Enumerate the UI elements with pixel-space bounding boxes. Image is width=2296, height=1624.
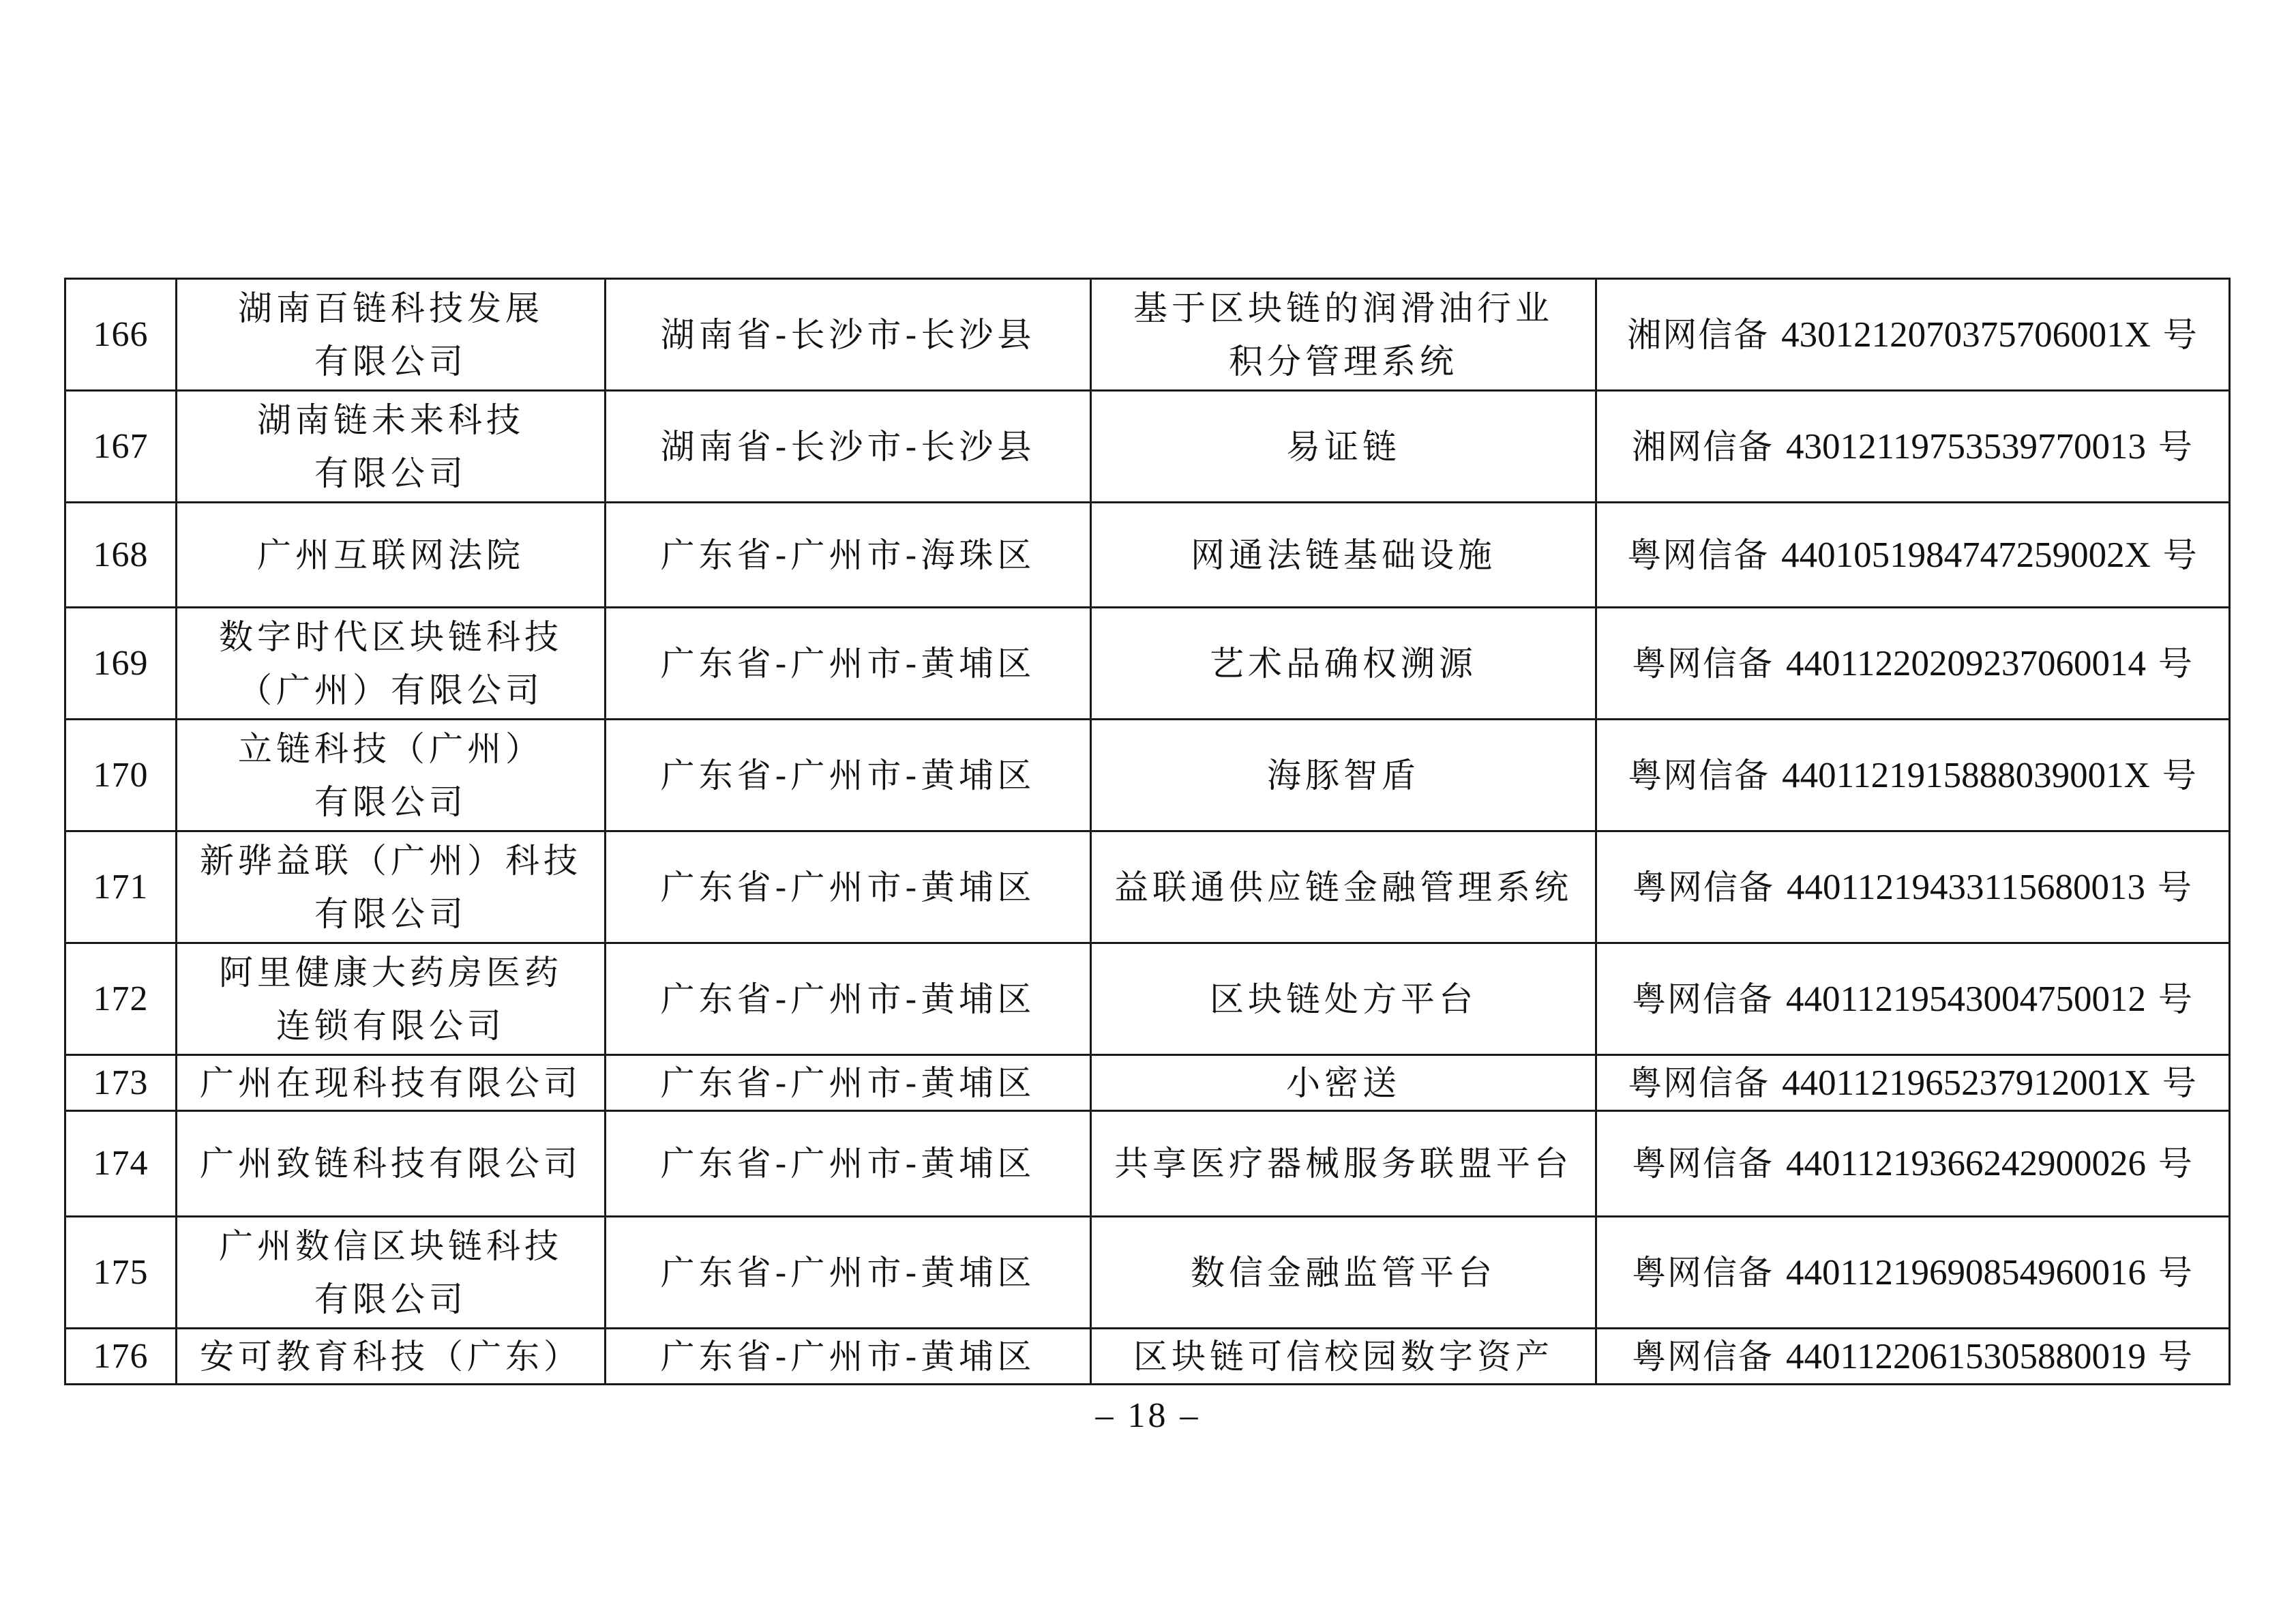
table-row [65,503,2230,608]
registration-number: 粤网信备 44011219690854960016 号 [1596,1217,2230,1329]
service-name: 小密送 [1091,1055,1596,1111]
row-number: 176 [65,1329,177,1385]
location: 广东省-广州市-黄埔区 [606,608,1091,720]
location: 广东省-广州市-黄埔区 [606,1055,1091,1111]
company-name: 广州致链科技有限公司 [177,1111,606,1217]
service-name: 网通法链基础设施 [1091,503,1596,608]
service-name: 共享医疗器械服务联盟平台 [1091,1111,1596,1217]
company-name: 湖南链未来科技 有限公司 [177,391,606,503]
company-name: 数字时代区块链科技 （广州）有限公司 [177,608,606,720]
registration-number: 粤网信备 44011219543004750012 号 [1596,943,2230,1055]
company-name: 广州互联网法院 [177,503,606,608]
company-name: 广州在现科技有限公司 [177,1055,606,1111]
company-name: 湖南百链科技发展 有限公司 [177,279,606,391]
service-name: 数信金融监管平台 [1091,1217,1596,1329]
company-name: 安可教育科技（广东） [177,1329,606,1385]
location: 广东省-广州市-黄埔区 [606,1329,1091,1385]
location: 广东省-广州市-黄埔区 [606,943,1091,1055]
service-name: 海豚智盾 [1091,720,1596,831]
table-row [65,1111,2230,1217]
location: 湖南省-长沙市-长沙县 [606,391,1091,503]
registration-number: 粤网信备 4401051984747259002X 号 [1596,503,2230,608]
location: 广东省-广州市-黄埔区 [606,831,1091,943]
row-number: 173 [65,1055,177,1111]
table-row [65,391,2230,503]
registration-number: 粤网信备 44011219366242900026 号 [1596,1111,2230,1217]
row-number: 172 [65,943,177,1055]
row-number: 171 [65,831,177,943]
table-row [65,1329,2230,1385]
service-name: 易证链 [1091,391,1596,503]
location: 湖南省-长沙市-长沙县 [606,279,1091,391]
registration-number: 粤网信备 44011220209237060014 号 [1596,608,2230,720]
service-name: 基于区块链的润滑油行业 积分管理系统 [1091,279,1596,391]
service-name: 艺术品确权溯源 [1091,608,1596,720]
registration-number: 粤网信备 44011219433115680013 号 [1596,831,2230,943]
registry-table-body [65,279,2230,1385]
registry-table [64,278,2231,1385]
table-row [65,279,2230,391]
row-number: 166 [65,279,177,391]
row-number: 168 [65,503,177,608]
company-name: 阿里健康大药房医药 连锁有限公司 [177,943,606,1055]
table-row [65,831,2230,943]
row-number: 174 [65,1111,177,1217]
registration-number: 粤网信备 4401121965237912001X 号 [1596,1055,2230,1111]
location: 广东省-广州市-黄埔区 [606,1111,1091,1217]
table-row [65,1217,2230,1329]
row-number: 170 [65,720,177,831]
row-number: 169 [65,608,177,720]
location: 广东省-广州市-黄埔区 [606,720,1091,831]
service-name: 区块链处方平台 [1091,943,1596,1055]
company-name: 立链科技（广州） 有限公司 [177,720,606,831]
table-row [65,720,2230,831]
company-name: 广州数信区块链科技 有限公司 [177,1217,606,1329]
registration-number: 粤网信备 44011220615305880019 号 [1596,1329,2230,1385]
registration-number: 粤网信备 4401121915888039001X 号 [1596,720,2230,831]
row-number: 167 [65,391,177,503]
location: 广东省-广州市-黄埔区 [606,1217,1091,1329]
page-number: – 18 – [1095,1396,1201,1435]
location: 广东省-广州市-海珠区 [606,503,1091,608]
row-number: 175 [65,1217,177,1329]
registration-number: 湘网信备 4301212070375706001X 号 [1596,279,2230,391]
service-name: 区块链可信校园数字资产 [1091,1329,1596,1385]
service-name: 益联通供应链金融管理系统 [1091,831,1596,943]
table-row [65,608,2230,720]
table-row [65,1055,2230,1111]
table-row [65,943,2230,1055]
registration-number: 湘网信备 43012119753539770013 号 [1596,391,2230,503]
company-name: 新骅益联（广州）科技 有限公司 [177,831,606,943]
